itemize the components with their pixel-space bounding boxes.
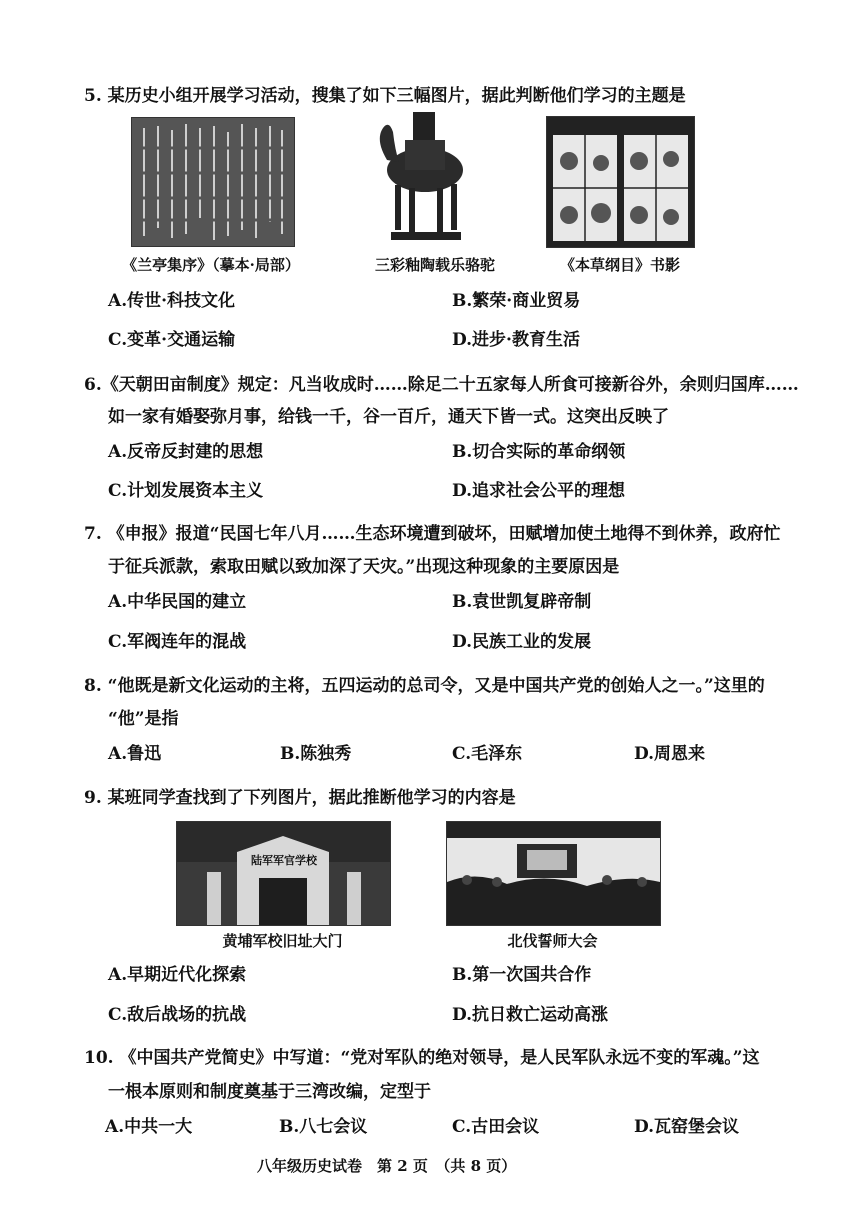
q9-option-d[interactable]: D.抗日救亡运动高涨 xyxy=(452,1005,609,1025)
herbal-book-image xyxy=(546,116,695,248)
calligraphy-image xyxy=(131,117,295,247)
q7-stem-line1: 7. 《申报》报道“民国七年八月……生态环境遭到破坏，田赋增加使土地得不到休养，政府忙 xyxy=(84,524,781,544)
q6-option-c[interactable]: C.计划发展资本主义 xyxy=(108,481,264,501)
calligraphy-icon xyxy=(132,118,294,246)
q5-option-d[interactable]: D.进步·教育生活 xyxy=(452,330,580,350)
q6-option-a[interactable]: A.反帝反封建的思想 xyxy=(108,442,264,462)
q8-option-b[interactable]: B.陈独秀 xyxy=(280,744,352,764)
q6-option-d[interactable]: D.追求社会公平的理想 xyxy=(452,481,626,501)
q5-caption-2: 三彩釉陶载乐骆驼 xyxy=(374,256,495,274)
gate-sign: 陆军军官学校 xyxy=(251,854,317,867)
q6-option-b[interactable]: B.切合实际的革命纲领 xyxy=(452,442,626,462)
q7-option-a[interactable]: A.中华民国的建立 xyxy=(108,592,247,612)
q9-option-b[interactable]: B.第一次国共合作 xyxy=(452,965,592,985)
gate-icon xyxy=(177,822,390,925)
herbal-book-icon xyxy=(547,117,694,247)
q5-stem: 5. 某历史小组开展学习活动，搜集了如下三幅图片，据此判断他们学习的主题是 xyxy=(84,86,686,106)
q9-caption-2: 北伐誓师大会 xyxy=(507,932,598,950)
q10-option-b[interactable]: B.八七会议 xyxy=(279,1117,368,1137)
q6-stem-line2: 如一家有婚娶弥月事，给钱一千，谷一百斤，通天下皆一式。这突出反映了 xyxy=(108,407,669,427)
q8-stem-line2: “他”是指 xyxy=(108,709,179,729)
q7-option-d[interactable]: D.民族工业的发展 xyxy=(452,632,592,652)
q7-stem-line2: 于征兵派款，索取田赋以致加深了天灾。”出现这种现象的主要原因是 xyxy=(108,557,620,577)
q10-option-c[interactable]: C.古田会议 xyxy=(452,1117,540,1137)
q8-option-d[interactable]: D.周恩来 xyxy=(634,744,706,764)
q5-option-b[interactable]: B.繁荣·商业贸易 xyxy=(452,291,581,311)
q5-caption-3: 《本草纲目》书影 xyxy=(559,256,680,274)
q8-option-a[interactable]: A.鲁迅 xyxy=(108,744,162,764)
q10-stem-line1: 10. 《中国共产党简史》中写道：“党对军队的绝对领导，是人民军队永远不变的军魂。”这 xyxy=(84,1048,760,1068)
q5-caption-1: 《兰亭集序》（摹本·局部） xyxy=(122,256,300,274)
crowd-icon xyxy=(447,822,660,925)
q7-option-c[interactable]: C.军阀连年的混战 xyxy=(108,632,247,652)
q9-option-a[interactable]: A.早期近代化探索 xyxy=(108,965,247,985)
whampoa-gate-image xyxy=(176,821,391,926)
q10-option-a[interactable]: A.中共一大 xyxy=(105,1117,193,1137)
q9-stem: 9. 某班同学查找到了下列图片，据此推断他学习的内容是 xyxy=(84,788,516,808)
q5-option-a[interactable]: A.传世·科技文化 xyxy=(108,291,236,311)
q9-caption-1: 黄埔军校旧址大门 xyxy=(222,932,343,950)
camel-figurine-image xyxy=(365,110,470,247)
q10-stem-line2: 一根本原则和制度奠基于三湾改编，定型于 xyxy=(108,1082,431,1102)
camel-icon xyxy=(365,110,470,247)
rally-crowd-image xyxy=(446,821,661,926)
q10-option-d[interactable]: D.瓦窑堡会议 xyxy=(634,1117,740,1137)
q7-option-b[interactable]: B.袁世凯复辟帝制 xyxy=(452,592,592,612)
q5-option-c[interactable]: C.变革·交通运输 xyxy=(108,330,236,350)
q8-option-c[interactable]: C.毛泽东 xyxy=(452,744,523,764)
page-footer: 八年级历史试卷 第 2 页 （共 8 页） xyxy=(257,1157,517,1175)
q8-stem-line1: 8. “他既是新文化运动的主将，五四运动的总司令，又是中国共产党的创始人之一。”这里的 xyxy=(84,676,765,696)
q9-option-c[interactable]: C.敌后战场的抗战 xyxy=(108,1005,247,1025)
q6-stem-line1: 6.《天朝田亩制度》规定：凡当收成时……除足二十五家每人所食可接新谷外，余则归国库…… xyxy=(84,375,799,395)
